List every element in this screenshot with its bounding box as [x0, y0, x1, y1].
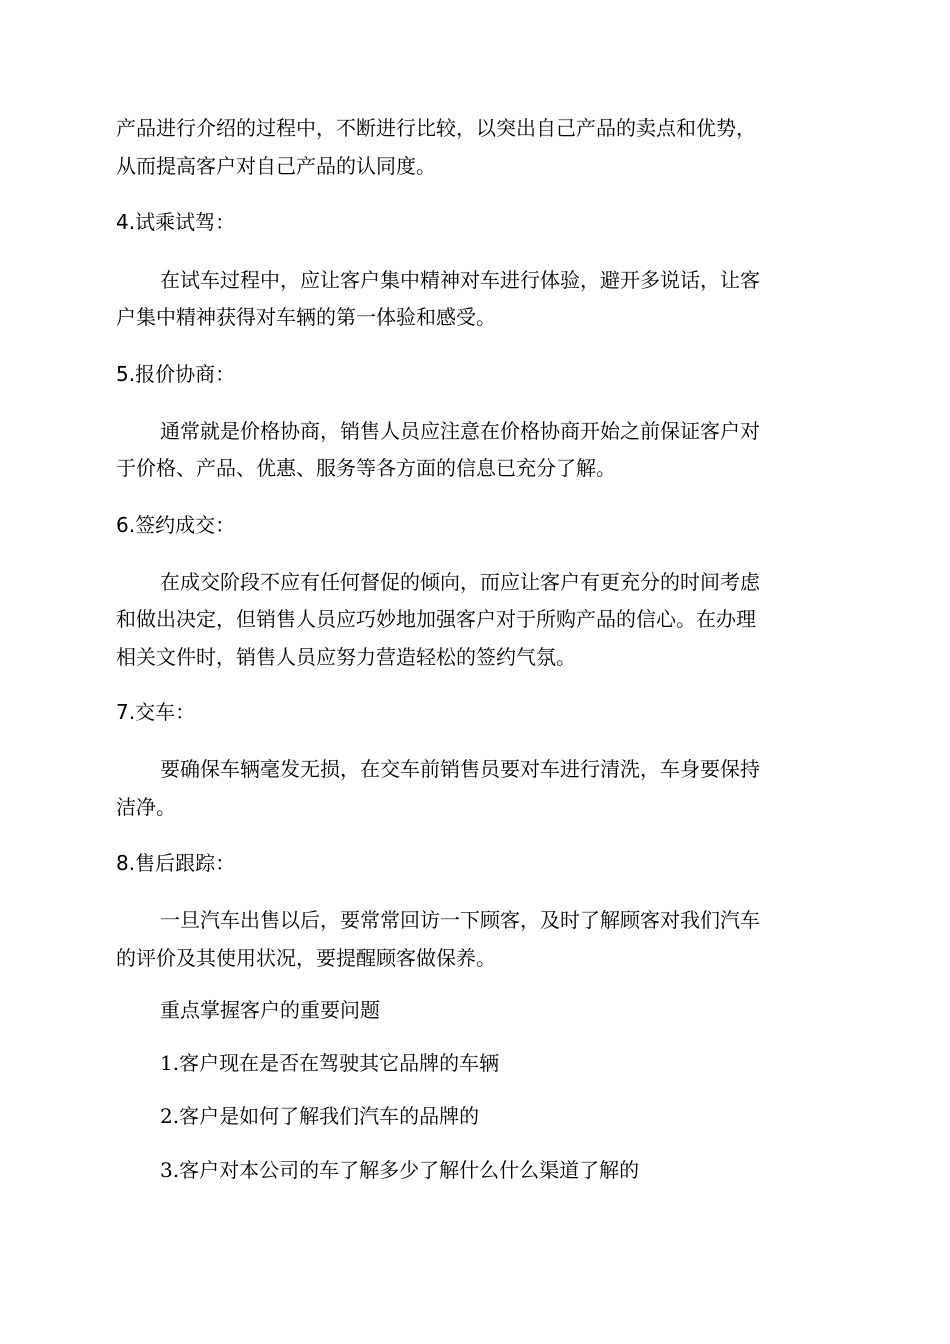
section-heading-test-drive: 4.试乘试驾： [116, 210, 236, 234]
section-heading-after-sales: 8.售后跟踪： [116, 851, 236, 875]
intro-line-2: 从而提高客户对自己产品的认同度。 [116, 154, 436, 178]
section-text-line: 的评价及其使用状况，要提醒顾客做保养。 [116, 946, 496, 970]
section-text-line: 相关文件时，销售人员应努力营造轻松的签约气氛。 [116, 645, 576, 669]
section-text-line: 在成交阶段不应有任何督促的倾向，而应让客户有更充分的时间考虑 [160, 570, 760, 594]
section-heading-price-negotiation: 5.报价协商： [116, 362, 236, 386]
intro-line-1: 产品进行介绍的过程中，不断进行比较，以突出自己产品的卖点和优势， [116, 116, 756, 140]
key-points-title: 重点掌握客户的重要问题 [160, 998, 380, 1022]
key-point-item: 3.客户对本公司的车了解多少了解什么什么渠道了解的 [160, 1158, 640, 1182]
section-text-line: 洁净。 [116, 795, 176, 819]
section-text-line: 通常就是价格协商，销售人员应注意在价格协商开始之前保证客户对 [160, 419, 760, 443]
section-text-line: 和做出决定，但销售人员应巧妙地加强客户对于所购产品的信心。在办理 [116, 607, 756, 631]
section-text-line: 于价格、产品、优惠、服务等各方面的信息已充分了解。 [116, 456, 616, 480]
section-heading-signing: 6.签约成交： [116, 513, 236, 537]
key-point-item: 2.客户是如何了解我们汽车的品牌的 [160, 1104, 480, 1128]
section-text-line: 户集中精神获得对车辆的第一体验和感受。 [116, 305, 496, 329]
section-heading-delivery: 7.交车： [116, 700, 196, 724]
section-text-line: 在试车过程中，应让客户集中精神对车进行体验，避开多说话，让客 [160, 268, 760, 292]
section-text-line: 一旦汽车出售以后，要常常回访一下顾客，及时了解顾客对我们汽车 [160, 908, 760, 932]
key-point-item: 1.客户现在是否在驾驶其它品牌的车辆 [160, 1051, 500, 1075]
section-text-line: 要确保车辆毫发无损，在交车前销售员要对车进行清洗，车身要保持 [160, 757, 760, 781]
